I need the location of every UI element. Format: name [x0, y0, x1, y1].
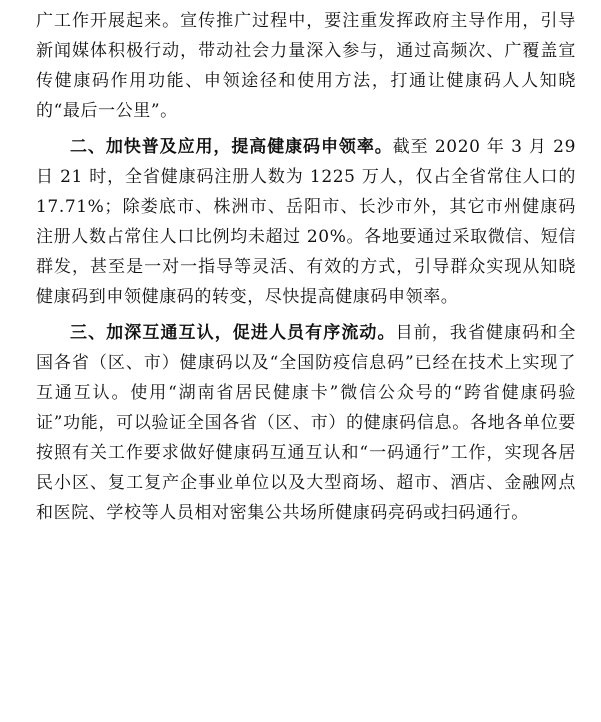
paragraph-section-3 [36, 318, 576, 528]
section-heading: 二、加快普及应用，提高健康码申领率。 [70, 137, 393, 157]
document-body [36, 0, 576, 532]
paragraph-section-2 [36, 132, 576, 312]
paragraph-text: 目前，我省健康码和全国各省（区、市）健康码以及“全国防疫信息码”已经在技术上实现了互通互认。使用“湖南省居民健康卡”微信公众号的“跨省健康码验证”功能，可以验证全国各省（区、市）的健康码信息。各地各单位要按照有关工作要求做好健康码互通互认和“一码通行”工作，实现各居民小区、复工复产企事业单位以及大型商场、超市、酒店、金融网点和医院、学校等人员相对密集公共场所健康码亮码或扫码通行。 [36, 323, 576, 523]
paragraph-text: 广工作开展起来。宣传推广过程中，要注重发挥政府主导作用，引导新闻媒体积极行动，带动社会力量深入参与，通过高频次、广覆盖宣传健康码作用功能、申领途径和使用方法，打通让健康码人人知晓的“最后一公里”。 [36, 11, 576, 121]
section-heading: 三、加深互通互认，促进人员有序流动。 [70, 323, 396, 343]
paragraph-publicity [36, 6, 576, 126]
paragraph-text: 截至 2020 年 3 月 29 日 21 时，全省健康码注册人数为 1225 万人，仅占全省常住人口的 17.71%；除娄底市、株洲市、岳阳市、长沙市外，其它市州健康码注册人数占常住人口比例均未超过 20%。各地要通过采取微信、短信群发，甚至是一对一指导等灵活、有效的方式，引导群众实现从知晓健康码到申领健康码的转变，尽快提高健康码申领率。 [36, 137, 576, 307]
